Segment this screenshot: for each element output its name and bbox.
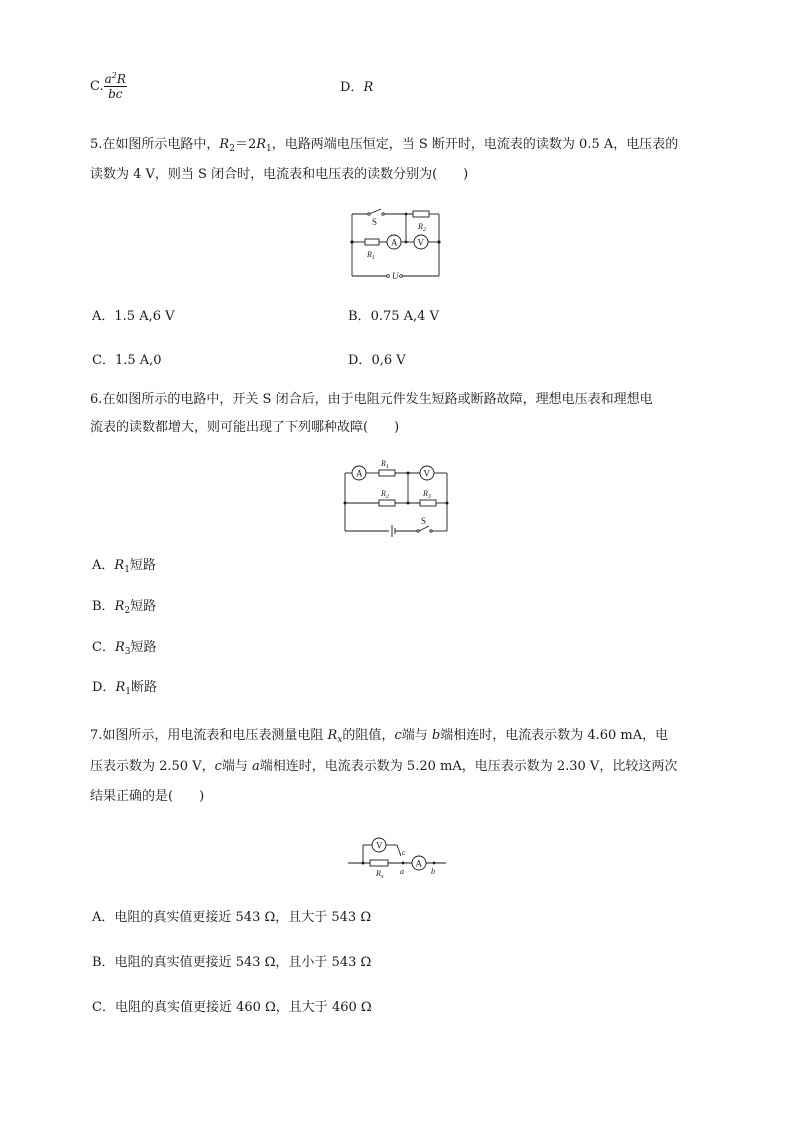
q7-ammeter-label: A <box>415 858 422 869</box>
q5-switch-label: S <box>372 217 378 227</box>
q5-option-d: D．0,6 V <box>348 353 406 368</box>
q4-option-c: C. $\frac{a^2R}{bc}$ <box>90 71 126 101</box>
svg-text:Rx: $R_x$ <box>376 869 384 880</box>
q6-switch <box>419 526 429 531</box>
svg-text:R1: $R_1$ <box>381 459 389 470</box>
svg-text:b: b <box>431 867 435 876</box>
q5-r2-resistor <box>413 211 429 217</box>
q7-movable-lead <box>397 845 401 856</box>
q6-r1-resistor <box>379 470 395 476</box>
q7-voltmeter-label: V <box>376 840 383 851</box>
q7-option-b: B．电阻的真实值更接近 543 Ω，且小于 543 Ω <box>92 955 372 970</box>
svg-text:R3: $R_3$ <box>423 489 431 500</box>
svg-text:a: a <box>400 867 404 876</box>
q5-ammeter-label: A <box>391 237 398 248</box>
q7-stem-line2: 压表示数为 2.50 V，c端与 a端相连时，电流表示数为 5.20 mA，电压表示数为 2.30 V，比较这两次 <box>90 759 678 774</box>
q6-option-d: D．$R_1$断路 <box>92 680 157 697</box>
q6-option-c: C．$R_3$短路 <box>92 640 157 657</box>
q6-stem-line2: 流表的读数都增大，则可能出现了下列哪种故障( ) <box>90 420 400 435</box>
q6-option-b: B．$R_2$短路 <box>92 599 157 616</box>
q6-r2-resistor <box>379 500 395 506</box>
q6-r3-resistor <box>420 500 436 506</box>
q6-switch-label: S <box>421 516 427 526</box>
fraction-a2r-over-bc: $\frac{a^2R}{bc}$ <box>104 71 126 101</box>
q5-voltmeter-label: V <box>417 237 424 248</box>
q7-circuit-diagram <box>348 836 448 880</box>
q5-option-b: B．0.75 A,4 V <box>348 309 439 324</box>
q5-option-c: C．1.5 A,0 <box>92 353 162 368</box>
svg-text:R1: $R_1$ <box>367 250 375 261</box>
q7-stem-line3: 结果正确的是( ) <box>90 789 205 804</box>
q6-circuit-diagram <box>337 456 457 536</box>
q6-option-a: A．$R_1$短路 <box>92 558 156 575</box>
q5-option-a: A．1.5 A,6 V <box>92 309 175 324</box>
q7-option-a: A．电阻的真实值更接近 543 Ω，且大于 543 Ω <box>92 910 372 925</box>
q7-rx-resistor <box>370 860 388 866</box>
q5-stem-line1: 5.在如图所示电路中，$R_2=2R_1$，电路两端电压恒定，当 S 断开时，电流表的读数为 0.5 A，电压表的 <box>90 137 679 154</box>
q5-voltage-label: U <box>392 271 399 281</box>
q7-stem-line1: 7.如图所示，用电流表和电压表测量电阻 $R_x$的阻值，c端与 b端相连时，电流表示数为 4.60 mA，电 <box>90 728 669 745</box>
svg-text:R2: $R_2$ <box>381 489 389 500</box>
q4-option-d: D．R <box>340 80 374 95</box>
q6-stem-line1: 6.在如图所示的电路中，开关 S 闭合后，由于电阻元件发生短路或断路故障，理想电压表和理想电 <box>90 392 653 407</box>
svg-text:R2: $R_2$ <box>418 222 426 233</box>
q7-option-c: C．电阻的真实值更接近 460 Ω，且大于 460 Ω <box>92 1000 372 1015</box>
svg-text:c: c <box>402 848 406 857</box>
q5-stem-line2: 读数为 4 V，则当 S 闭合时，电流表和电压表的读数分别为( ) <box>90 167 469 182</box>
q5-circuit-diagram <box>345 208 445 286</box>
q5-r1-resistor <box>365 239 379 245</box>
q6-ammeter-label: A <box>356 468 363 479</box>
q6-voltmeter-label: V <box>423 468 430 479</box>
q5-switch <box>369 209 381 214</box>
